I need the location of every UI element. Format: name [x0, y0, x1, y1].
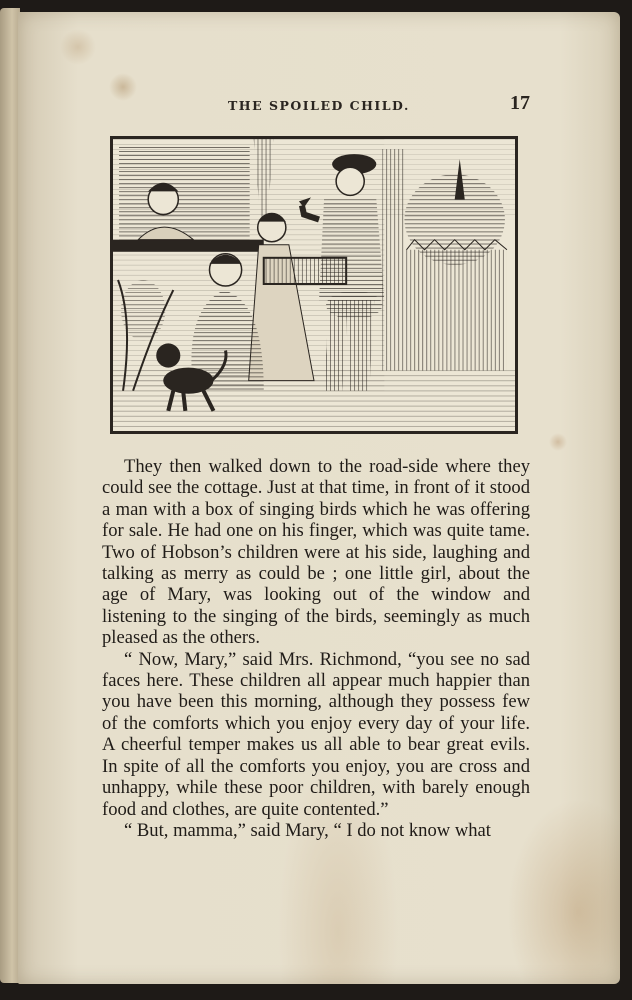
body-text: [102, 456, 530, 841]
engraving-scene: [113, 139, 515, 431]
picket-fence: [406, 240, 507, 371]
bird-box: [264, 258, 346, 284]
page-edge: [0, 8, 20, 983]
running-head: THE SPOILED CHILD.: [228, 98, 410, 113]
book-page: [18, 12, 620, 984]
paragraph: “ Now, Mary,” said Mrs. Richmond, “you see no sad faces here. These children all appear much happier than you have been this morning, although they possess few of the comforts which you enjoy every day of your life. A cheerful temper makes us all able to bear great evils. In spite of all the comforts you enjoy, you are cross and unhappy, while these poor children, with barely enough food and clothes, are quite contented.”: [102, 648, 530, 820]
page-number: 17: [510, 92, 530, 114]
paragraph: They then walked down to the road-side where they could see the cottage. Just at that time, in front of it stood a man with a box of singing birds which he was offering for sale. He had one on his finger, which was quite tame. Two of Hobson’s children were at his side, laughing and talking as merry as could be ; one little girl, about the age of Mary, was looking out of the window and listening to the singing of the birds, seemingly as much pleased as the others.: [102, 456, 530, 649]
cottage-window: [119, 145, 250, 246]
door-post: [382, 149, 404, 371]
paragraph: “ But, mamma,” said Mary, “ I do not know what: [124, 819, 491, 841]
engraving-illustration: [110, 136, 518, 434]
